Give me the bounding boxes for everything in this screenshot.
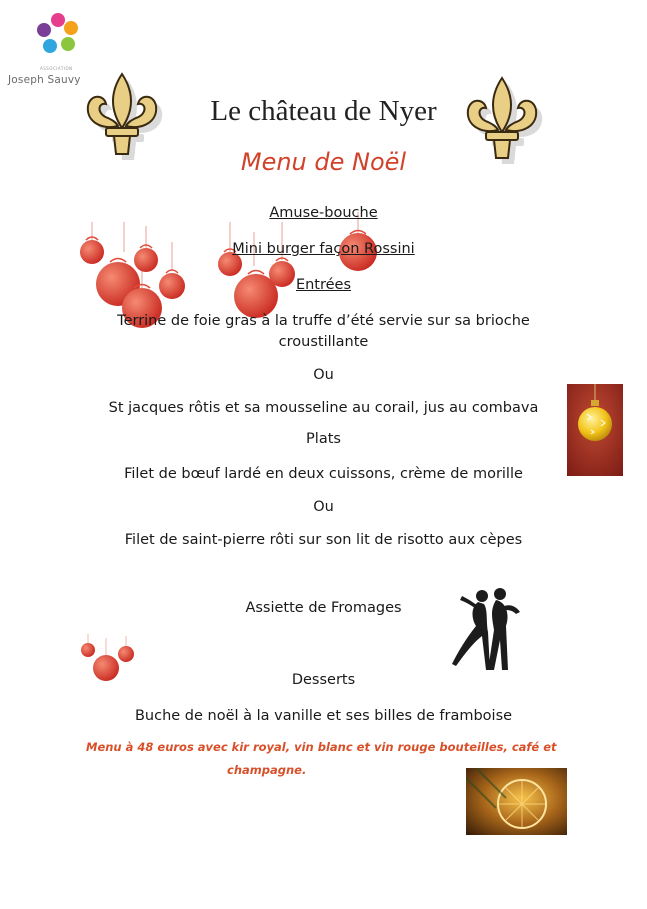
- golden-ornament-photo: [466, 768, 567, 835]
- plat-1: Filet de bœuf lardé en deux cuissons, crème de morille: [124, 466, 523, 482]
- desserts-heading: Desserts: [291, 672, 356, 688]
- christmas-ornaments-middle-icon: [212, 212, 402, 322]
- entree-2: St jacques rôtis et sa mousseline au corail, jus au combava: [108, 400, 539, 416]
- dessert-item: Buche de noël à la vanille et ses billes de framboise: [134, 708, 513, 724]
- gold-ornament-photo: [567, 384, 623, 476]
- price-info-line-1: Menu à 48 euros avec kir royal, vin blanc et vin rouge bouteilles, café et: [86, 740, 557, 754]
- amuse-bouche-heading: Amuse-bouche: [269, 205, 378, 221]
- entree-1-line-2: croustillante: [278, 334, 369, 350]
- or-separator-1: Ou: [313, 367, 334, 383]
- amuse-bouche-item: Mini burger façon Rossini: [232, 241, 415, 257]
- plats-heading: Plats: [306, 431, 341, 447]
- christmas-ornaments-small-icon: [78, 634, 142, 684]
- entrees-heading: Entrées: [295, 277, 352, 293]
- page-title: Le château de Nyer: [210, 95, 437, 127]
- entree-1-line-1: Terrine de foie gras à la truffe d’été servie sur sa brioche: [117, 313, 530, 329]
- or-separator-2: Ou: [313, 499, 334, 515]
- logo-flower-icon: [30, 8, 86, 60]
- logo-name: Joseph Sauvy: [8, 74, 81, 86]
- dancers-silhouette-icon: [448, 586, 526, 672]
- cheese-course: Assiette de Fromages: [245, 600, 402, 616]
- price-info-line-2: champagne.: [227, 763, 307, 777]
- menu-subtitle: Menu de Noël: [240, 148, 407, 176]
- logo-small-text: ASSOCIATION: [40, 66, 73, 71]
- plat-2: Filet de saint-pierre rôti sur son lit de risotto aux cèpes: [124, 532, 523, 548]
